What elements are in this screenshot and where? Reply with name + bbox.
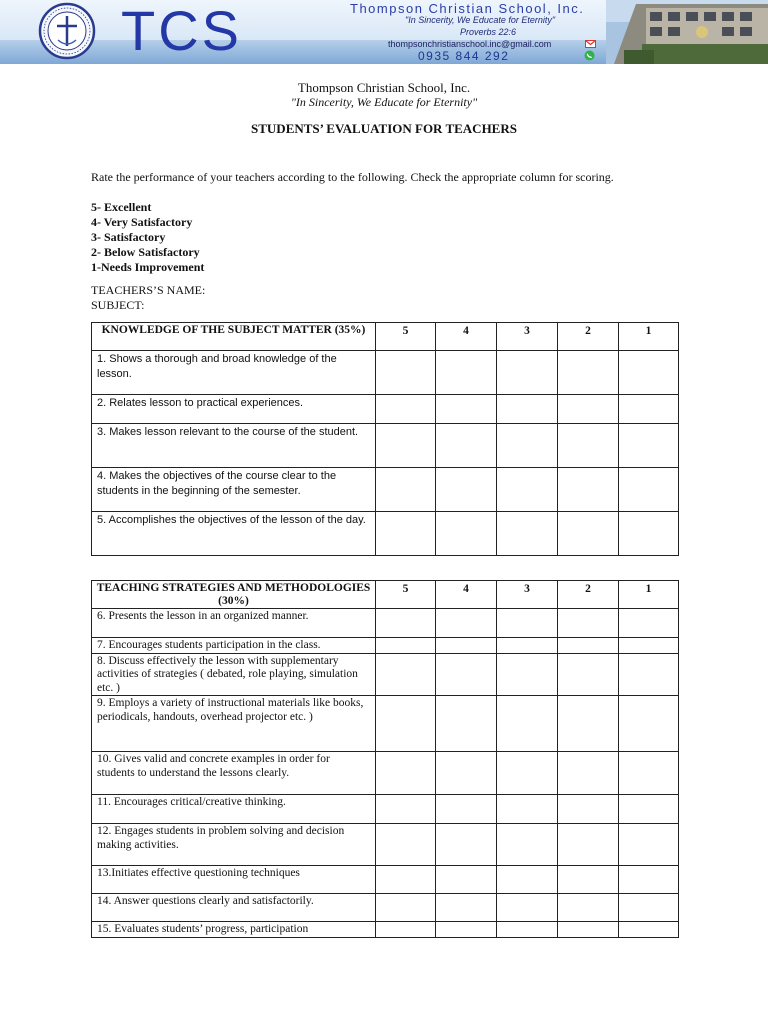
- criterion-text: 12. Engages students in problem solving and decision making activities.: [92, 824, 376, 866]
- rating-cell[interactable]: [497, 752, 558, 795]
- rating-col-header: 2: [558, 323, 619, 351]
- rating-cell[interactable]: [558, 866, 619, 894]
- rating-cell[interactable]: [436, 424, 497, 468]
- table-row: [92, 795, 679, 824]
- section-header: TEACHING STRATEGIES AND METHODOLOGIES (30%): [92, 581, 376, 609]
- banner-motto: "In Sincerity, We Educate for Eternity": [405, 15, 556, 25]
- rating-cell[interactable]: [558, 752, 619, 795]
- rating-cell[interactable]: [436, 894, 497, 922]
- rating-cell[interactable]: [558, 512, 619, 556]
- rating-cell[interactable]: [619, 638, 679, 654]
- rating-cell[interactable]: [497, 468, 558, 512]
- rating-cell[interactable]: [497, 424, 558, 468]
- banner-email: thompsonchristianschool.inc@gmail.com: [388, 39, 552, 49]
- rating-cell[interactable]: [619, 609, 679, 638]
- rating-cell[interactable]: [436, 512, 497, 556]
- rating-cell[interactable]: [436, 696, 497, 752]
- rating-cell[interactable]: [497, 922, 558, 938]
- rating-col-header: 5: [376, 581, 436, 609]
- rating-cell[interactable]: [436, 609, 497, 638]
- table-row: [92, 512, 679, 556]
- rating-cell[interactable]: [376, 512, 436, 556]
- rating-cell[interactable]: [497, 512, 558, 556]
- rating-cell[interactable]: [376, 395, 436, 424]
- rating-cell[interactable]: [619, 795, 679, 824]
- rating-cell[interactable]: [558, 824, 619, 866]
- evaluation-table-knowledge: [91, 322, 679, 556]
- scale-item: 5- Excellent: [91, 200, 152, 214]
- rating-cell[interactable]: [558, 609, 619, 638]
- rating-cell[interactable]: [497, 696, 558, 752]
- rating-cell[interactable]: [497, 395, 558, 424]
- rating-cell[interactable]: [497, 866, 558, 894]
- rating-cell[interactable]: [376, 696, 436, 752]
- instructions: Rate the performance of your teachers according to the following. Check the appropriate column for scoring.: [91, 170, 614, 184]
- document-school-name: Thompson Christian School, Inc.: [297, 80, 471, 95]
- rating-col-header: 2: [558, 581, 619, 609]
- table-row: [92, 824, 679, 866]
- rating-cell[interactable]: [497, 653, 558, 696]
- rating-cell[interactable]: [558, 795, 619, 824]
- criterion-text: 1. Shows a thorough and broad knowledge of the lesson.: [92, 351, 376, 395]
- section-header: KNOWLEDGE OF THE SUBJECT MATTER (35%): [92, 323, 376, 351]
- rating-cell[interactable]: [497, 609, 558, 638]
- criterion-text: 6. Presents the lesson in an organized manner.: [92, 609, 376, 638]
- table-row: [92, 922, 679, 938]
- rating-cell[interactable]: [376, 609, 436, 638]
- criterion-text: 3. Makes lesson relevant to the course of the student.: [92, 424, 376, 468]
- whatsapp-icon: [583, 50, 596, 61]
- rating-cell[interactable]: [558, 468, 619, 512]
- rating-cell[interactable]: [436, 653, 497, 696]
- rating-cell[interactable]: [376, 638, 436, 654]
- subject-label: SUBJECT:: [91, 298, 145, 312]
- rating-cell[interactable]: [558, 922, 619, 938]
- rating-cell[interactable]: [376, 866, 436, 894]
- criterion-text: 15. Evaluates students’ progress, participation: [92, 922, 376, 938]
- table-row: [92, 638, 679, 654]
- criterion-text: 10. Gives valid and concrete examples in order for students to understand the lessons clearly.: [92, 752, 376, 795]
- rating-cell[interactable]: [619, 752, 679, 795]
- rating-scale-legend: [91, 200, 204, 275]
- rating-cell[interactable]: [436, 866, 497, 894]
- banner-phone: 0935 844 292: [418, 49, 510, 63]
- rating-cell[interactable]: [619, 824, 679, 866]
- table-row: [92, 609, 679, 638]
- table-row: [92, 752, 679, 795]
- table-row: [92, 866, 679, 894]
- rating-cell[interactable]: [558, 696, 619, 752]
- rating-cell[interactable]: [436, 395, 497, 424]
- rating-cell[interactable]: [558, 424, 619, 468]
- gmail-icon: [585, 40, 596, 48]
- criterion-text: 7. Encourages students participation in the class.: [92, 638, 376, 654]
- criterion-text: 8. Discuss effectively the lesson with supplementary activities of strategies ( debated, role playing, simulation etc. ): [92, 653, 376, 696]
- rating-cell[interactable]: [376, 795, 436, 824]
- rating-cell[interactable]: [619, 894, 679, 922]
- rating-cell[interactable]: [497, 638, 558, 654]
- rating-cell[interactable]: [619, 395, 679, 424]
- table-row: [92, 894, 679, 922]
- rating-cell[interactable]: [558, 351, 619, 395]
- rating-cell[interactable]: [619, 696, 679, 752]
- rating-cell[interactable]: [497, 795, 558, 824]
- scale-item: 3- Satisfactory: [91, 230, 166, 244]
- rating-col-header: 1: [619, 581, 679, 609]
- rating-cell[interactable]: [376, 752, 436, 795]
- rating-cell[interactable]: [436, 752, 497, 795]
- rating-cell[interactable]: [558, 638, 619, 654]
- rating-cell[interactable]: [619, 424, 679, 468]
- logo-wordmark: TCS: [121, 0, 242, 62]
- rating-cell[interactable]: [619, 512, 679, 556]
- school-building-photo: [606, 0, 768, 64]
- rating-col-header: 4: [436, 323, 497, 351]
- rating-cell[interactable]: [619, 351, 679, 395]
- table-row: [92, 395, 679, 424]
- criterion-text: 14. Answer questions clearly and satisfactorily.: [92, 894, 376, 922]
- table-row: [92, 696, 679, 752]
- table-row: [92, 351, 679, 395]
- criterion-text: 13.Initiates effective questioning techniques: [92, 866, 376, 894]
- rating-cell[interactable]: [376, 894, 436, 922]
- banner-verse: Proverbs 22:6: [460, 27, 517, 37]
- letterhead-banner: [0, 0, 768, 64]
- rating-cell[interactable]: [558, 653, 619, 696]
- rating-cell[interactable]: [436, 638, 497, 654]
- rating-cell[interactable]: [376, 824, 436, 866]
- criterion-text: 4. Makes the objectives of the course clear to the students in the beginning of the semester.: [92, 468, 376, 512]
- evaluation-table-strategies: [91, 580, 679, 938]
- rating-col-header: 1: [619, 323, 679, 351]
- document-motto: "In Sincerity, We Educate for Eternity": [290, 95, 478, 109]
- criterion-text: 11. Encourages critical/creative thinking.: [92, 795, 376, 824]
- rating-cell[interactable]: [376, 351, 436, 395]
- banner-school-name: Thompson Christian School, Inc.: [350, 1, 585, 16]
- table-row: [92, 424, 679, 468]
- rating-cell[interactable]: [619, 653, 679, 696]
- criterion-text: 2. Relates lesson to practical experiences.: [92, 395, 376, 424]
- rating-col-header: 4: [436, 581, 497, 609]
- rating-cell[interactable]: [619, 866, 679, 894]
- scale-item: 4- Very Satisfactory: [91, 215, 193, 229]
- rating-cell[interactable]: [619, 922, 679, 938]
- rating-cell[interactable]: [436, 795, 497, 824]
- criterion-text: 5. Accomplishes the objectives of the lesson of the day.: [92, 512, 376, 556]
- rating-cell[interactable]: [558, 894, 619, 922]
- table-row: [92, 653, 679, 696]
- rating-cell[interactable]: [436, 468, 497, 512]
- rating-cell[interactable]: [497, 894, 558, 922]
- criterion-text: 9. Employs a variety of instructional materials like books, periodicals, handouts, overhead projector etc. ): [92, 696, 376, 752]
- rating-cell[interactable]: [376, 424, 436, 468]
- rating-cell[interactable]: [376, 468, 436, 512]
- teacher-name-label: TEACHERS’S NAME:: [91, 283, 206, 297]
- rating-cell[interactable]: [497, 351, 558, 395]
- rating-cell[interactable]: [376, 653, 436, 696]
- rating-cell[interactable]: [436, 922, 497, 938]
- rating-col-header: 3: [497, 581, 558, 609]
- rating-col-header: 5: [376, 323, 436, 351]
- rating-cell[interactable]: [436, 824, 497, 866]
- table-row: [92, 468, 679, 512]
- school-seal-logo: [26, 2, 108, 60]
- scale-item: 1-Needs Improvement: [91, 260, 205, 274]
- rating-cell[interactable]: [436, 351, 497, 395]
- scale-item: 2- Below Satisfactory: [91, 245, 200, 259]
- document-title: STUDENTS’ EVALUATION FOR TEACHERS: [251, 121, 517, 136]
- rating-cell[interactable]: [376, 922, 436, 938]
- rating-cell[interactable]: [497, 824, 558, 866]
- rating-cell[interactable]: [558, 395, 619, 424]
- rating-cell[interactable]: [619, 468, 679, 512]
- rating-col-header: 3: [497, 323, 558, 351]
